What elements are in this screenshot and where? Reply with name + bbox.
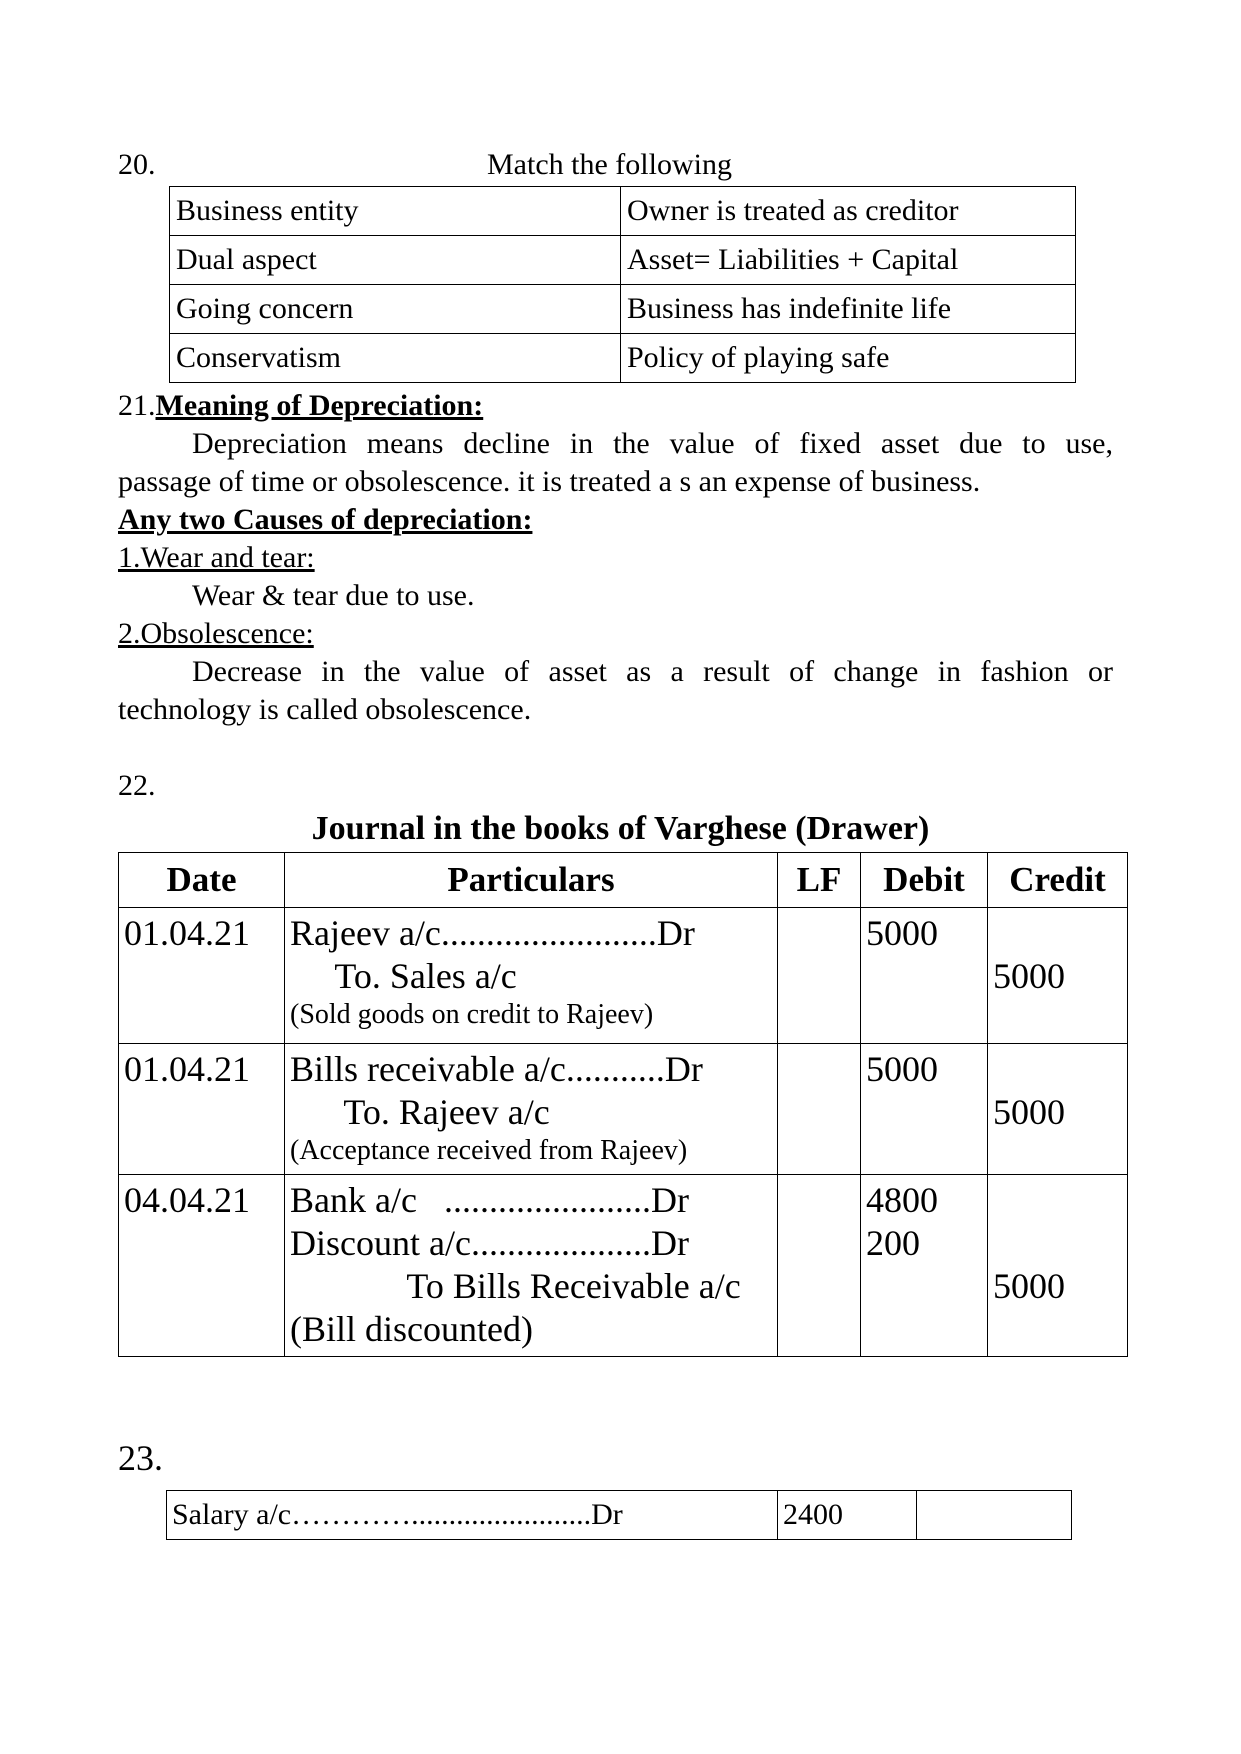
header-lf: LF <box>778 853 861 908</box>
table-row <box>119 1044 1128 1175</box>
spacer <box>993 912 1122 955</box>
table-row <box>170 187 1076 236</box>
credit-amount: 5000 <box>993 1092 1065 1132</box>
entry-credit <box>988 1175 1128 1357</box>
particulars-line: Bills receivable a/c...........Dr <box>290 1049 703 1089</box>
amount-cell: 2400 <box>778 1491 917 1540</box>
empty-cell <box>917 1491 1072 1540</box>
entry-debit <box>861 1044 988 1175</box>
table-row <box>170 285 1076 334</box>
header-credit: Credit <box>988 853 1128 908</box>
particulars-line: Rajeev a/c........................Dr <box>290 913 695 953</box>
match-right-cell: Policy of playing safe <box>621 334 1076 383</box>
narration: (Sold goods on credit to Rajeev) <box>290 999 654 1030</box>
entry-particulars <box>285 908 778 1044</box>
entry-lf <box>778 1175 861 1357</box>
journal-table <box>118 852 1128 1357</box>
spacer <box>993 1048 1122 1091</box>
particulars-line: (Bill discounted) <box>290 1309 533 1349</box>
match-left-cell: Business entity <box>170 187 621 236</box>
depreciation-para-line1: Depreciation means decline in the value of fixed asset due to use, <box>192 427 1113 460</box>
match-title: Match the following <box>487 148 732 181</box>
match-table <box>169 186 1076 383</box>
table-row <box>170 236 1076 285</box>
spacer <box>993 1179 1122 1265</box>
debit-amount: 5000 <box>866 913 938 953</box>
entry-debit <box>861 908 988 1044</box>
entry-lf <box>778 908 861 1044</box>
header-debit: Debit <box>861 853 988 908</box>
table-row <box>167 1491 1072 1540</box>
entry-date: 01.04.21 <box>119 1044 285 1175</box>
narration: (Acceptance received from Rajeev) <box>290 1135 688 1166</box>
entry-particulars <box>285 1175 778 1357</box>
entry-date: 04.04.21 <box>119 1175 285 1357</box>
question-number-21: 21. <box>118 389 156 422</box>
match-right-cell: Business has indefinite life <box>621 285 1076 334</box>
q21-heading-line <box>118 387 483 425</box>
header-particulars: Particulars <box>285 853 778 908</box>
match-right-cell: Owner is treated as creditor <box>621 187 1076 236</box>
particulars-line: Discount a/c....................Dr <box>290 1223 689 1263</box>
header-date: Date <box>119 853 285 908</box>
causes-heading: Any two Causes of depreciation: <box>118 503 533 536</box>
cause2-line1: Decrease in the value of asset as a result of change in fashion or <box>192 655 1113 688</box>
account-cell: Salary a/c…………........................Dr <box>167 1491 778 1540</box>
table-row <box>119 1175 1128 1357</box>
entry-lf <box>778 1044 861 1175</box>
match-left-cell: Going concern <box>170 285 621 334</box>
cause1-title: 1.Wear and tear: <box>118 541 315 574</box>
entry-debit <box>861 1175 988 1357</box>
depreciation-heading: Meaning of Depreciation: <box>155 389 484 422</box>
debit-amount: 200 <box>866 1223 920 1263</box>
question-number-22: 22. <box>118 769 156 802</box>
debit-amount: 5000 <box>866 1049 938 1089</box>
particulars-line: To Bills Receivable a/c <box>290 1266 741 1306</box>
question-number-23: 23. <box>118 1438 163 1478</box>
cause2-line2: technology is called obsolescence. <box>118 693 532 726</box>
entry-date: 01.04.21 <box>119 908 285 1044</box>
match-left-cell: Dual aspect <box>170 236 621 285</box>
credit-amount: 5000 <box>993 1266 1065 1306</box>
cause2-title: 2.Obsolescence: <box>118 617 314 650</box>
table-row <box>119 908 1128 1044</box>
entry-credit <box>988 1044 1128 1175</box>
debit-amount: 4800 <box>866 1180 938 1220</box>
journal-header-row <box>119 853 1128 908</box>
entry-particulars <box>285 1044 778 1175</box>
particulars-line: Bank a/c .......................Dr <box>290 1180 689 1220</box>
particulars-line: To. Rajeev a/c <box>290 1092 550 1132</box>
entry-credit <box>988 908 1128 1044</box>
cause1-text: Wear & tear due to use. <box>192 579 475 612</box>
table-row <box>170 334 1076 383</box>
question-number-20: 20. <box>118 148 156 181</box>
depreciation-para-line2: passage of time or obsolescence. it is treated a s an expense of business. <box>118 465 981 498</box>
match-right-cell: Asset= Liabilities + Capital <box>621 236 1076 285</box>
credit-amount: 5000 <box>993 956 1065 996</box>
q23-table <box>166 1490 1072 1540</box>
particulars-line: To. Sales a/c <box>290 956 517 996</box>
match-left-cell: Conservatism <box>170 334 621 383</box>
journal-title: Journal in the books of Varghese (Drawer) <box>311 810 930 847</box>
